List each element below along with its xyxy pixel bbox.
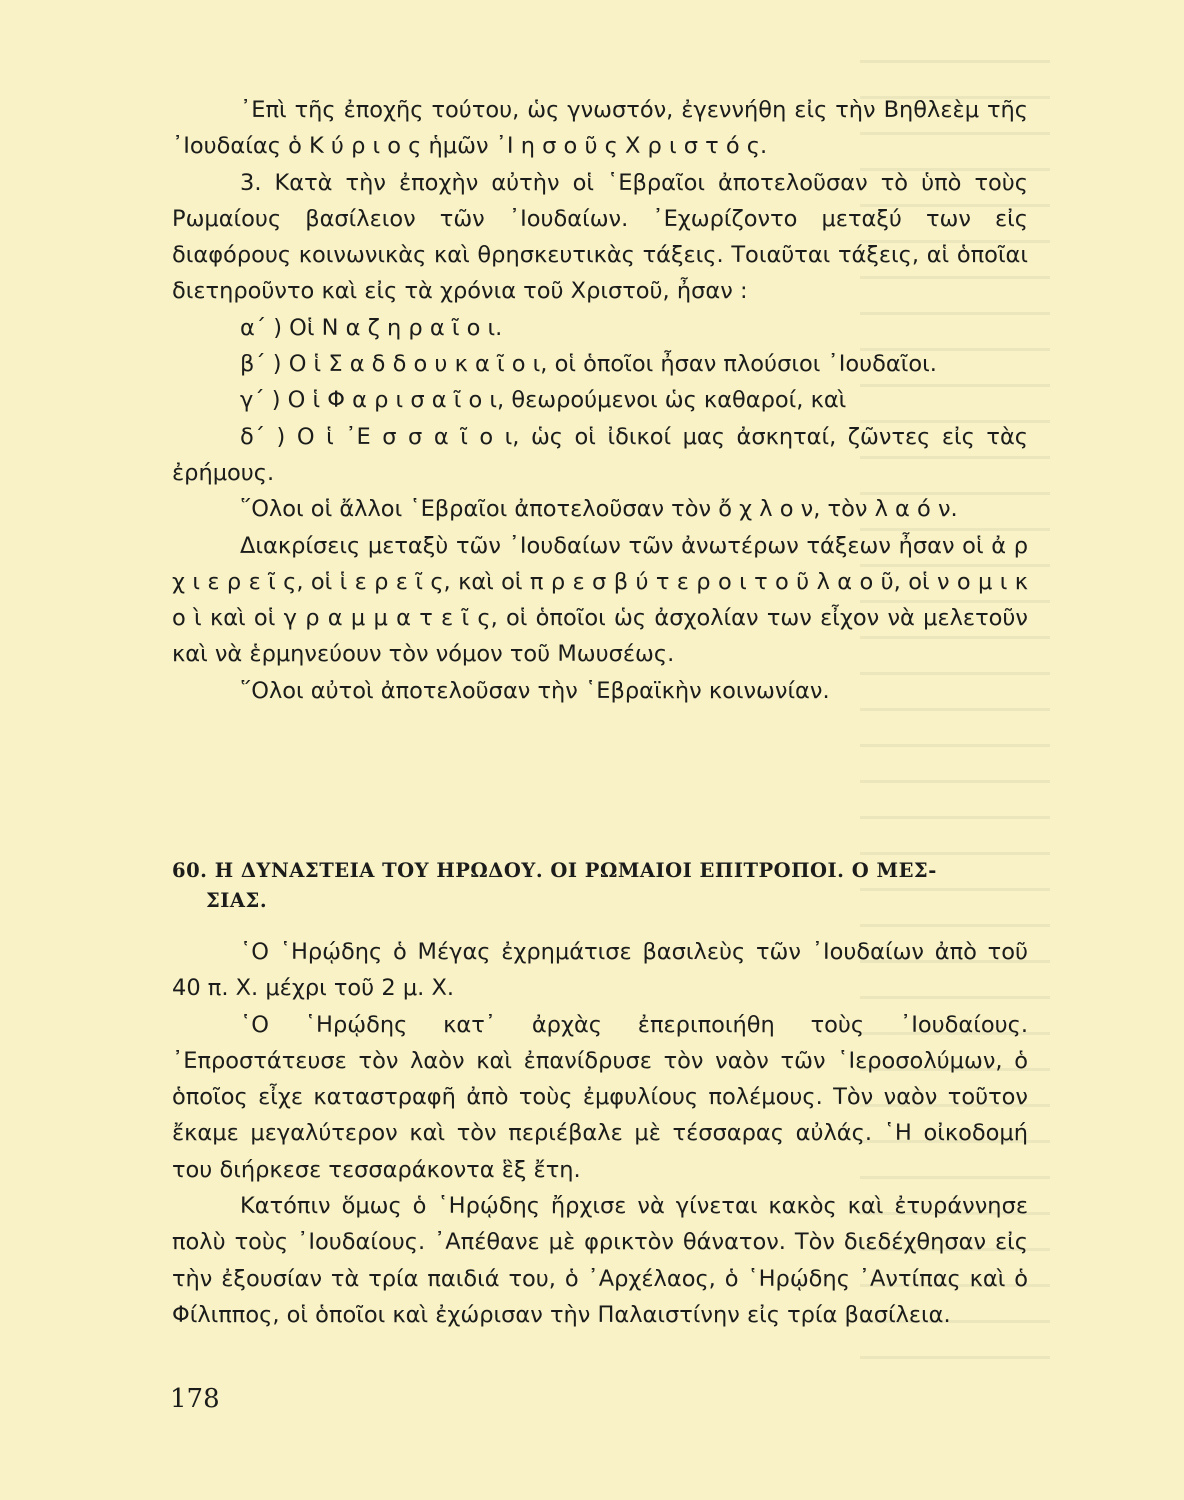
section-heading-line-2: ΣΙΑΣ. (206, 889, 268, 912)
list-item-essenes: δ΄ ) Ο ἱ ᾿Ε σ σ α ῖ ο ι, ὡς οἱ ἰδικοί μας ἀσκηταί, ζῶντες εἰς τὰς ἐρήμους. (172, 423, 1028, 486)
paragraph-herod-reign: ῾Ο ῾Ηρῴδης ὁ Μέγας ἐχρημάτισε βασιλεὺς τῶν ᾿Ιουδαίων ἀπὸ τοῦ 40 π. Χ. μέχρι τοῦ 2 μ. Χ. (172, 939, 1028, 1002)
paragraph-herod-temple: ῾Ο ῾Ηρῴδης κατ᾿ ἀρχὰς ἐπεριποιήθη τοὺς ᾿Ιουδαίους. ᾿Επροστάτευσε τὸν λαὸν καὶ ἐπανίδρυσε τὸν ναὸν τῶν ῾Ιεροσολύμων, ὁ ὁποῖος εἶχε καταστραφῆ ἀπὸ τοὺς ἐμφυλίους πολέμους. Τὸν ναὸν τοῦτον ἔκαμε μεγαλύτερον καὶ τὸν περιέβαλε μὲ τέσσαρας αὐλάς. ῾Η οἰκοδομή του διήρκεσε τεσσαράκοντα ἓξ ἔτη. (172, 1011, 1028, 1183)
list-item-pharisees: γ΄ ) Ο ἱ Φ α ρ ι σ α ῖ ο ι, θεωρούμενοι ὡς καθαροί, καὶ (240, 387, 847, 414)
section-heading (172, 856, 1028, 916)
page-number: 178 (170, 1384, 220, 1414)
upper-text-block (172, 92, 1028, 709)
paragraph-herod-succession: Κατόπιν ὅμως ὁ ῾Ηρῴδης ἤρχισε νὰ γίνεται κακὸς καὶ ἐτυράννησε πολὺ τοὺς ᾿Ιουδαίους. ᾿Απέθανε μὲ φρικτὸν θάνατον. Τὸν διεδέχθησαν εἰς τὴν ἐξουσίαν τὰ τρία παιδιά του, ὁ ᾿Αρχέλαος, ὁ ῾Ηρῴδης ᾿Αντίπας καὶ ὁ Φίλιππος, οἱ ὁποῖοι καὶ ἐχώρισαν τὴν Παλαιστίνην εἰς τρία βασίλεια. (172, 1193, 1028, 1328)
paragraph-the-crowd: ῞Ολοι οἱ ἄλλοι ῾Εβραῖοι ἀποτελοῦσαν τὸν ὄ χ λ ο ν, τὸν λ α ό ν. (240, 496, 958, 523)
paragraph-upper-classes: Διακρίσεις μεταξὺ τῶν ᾿Ιουδαίων τῶν ἀνωτέρων τάξεων ἦσαν οἱ ἀ ρ χ ι ε ρ ε ῖ ς, οἱ ἱ ε ρ ε ῖ ς, καὶ οἱ π ρ ε σ β ύ τ ε ρ ο ι τ ο ῦ λ α ο ῦ, οἱ ν ο μ ι κ ο ὶ καὶ οἱ γ ρ α μ μ α τ ε ῖ ς, οἱ ὁποῖοι ὡς ἀσχολίαν των εἶχον νὰ μελετοῦν καὶ νὰ ἑρμηνεύουν τὸν νόμον τοῦ Μωυσέως. (172, 532, 1028, 668)
lower-text-block (172, 934, 1028, 1333)
list-item-sadducees: β΄ ) Ο ἱ Σ α δ δ ο υ κ α ῖ ο ι, οἱ ὁποῖοι ἦσαν πλούσιοι ᾿Ιουδαῖοι. (240, 351, 937, 378)
list-item-nazarenes: α΄ ) Οἱ Ν α ζ η ρ α ῖ ο ι. (240, 314, 503, 341)
paragraph-birth-of-christ: ᾿Επὶ τῆς ἐποχῆς τούτου, ὡς γνωστόν, ἐγεννήθη εἰς τὴν Βηθλεὲμ τῆς ᾿Ιουδαίας ὁ Κ ύ ρ ι ο ς ἡμῶν ᾿Ι η σ ο ῦ ς Χ ρ ι σ τ ό ς. (172, 97, 1028, 160)
paragraph-social-classes: 3. Κατὰ τὴν ἐποχὴν αὐτὴν οἱ ῾Εβραῖοι ἀποτελοῦσαν τὸ ὑπὸ τοὺς Ρωμαίους βασίλειον τῶν ᾿Ιουδαίων. ᾿Εχωρίζοντο μεταξύ των εἰς διαφόρους κοινωνικὰς καὶ θρησκευτικὰς τάξεις. Τοιαῦται τάξεις, αἱ ὁποῖαι διετηροῦντο καὶ εἰς τὰ χρόνια τοῦ Χριστοῦ, ἦσαν : (172, 169, 1028, 305)
paragraph-hebrew-society: ῞Ολοι αὐτοὶ ἀποτελοῦσαν τὴν ῾Εβραϊκὴν κοινωνίαν. (240, 677, 830, 704)
section-heading-line-1: 60. Η ΔΥΝΑΣΤΕΙΑ ΤΟΥ ΗΡΩΔΟΥ. ΟΙ ΡΩΜΑΙΟΙ ΕΠΙΤΡΟΠΟΙ. Ο ΜΕΣ- (172, 859, 937, 882)
